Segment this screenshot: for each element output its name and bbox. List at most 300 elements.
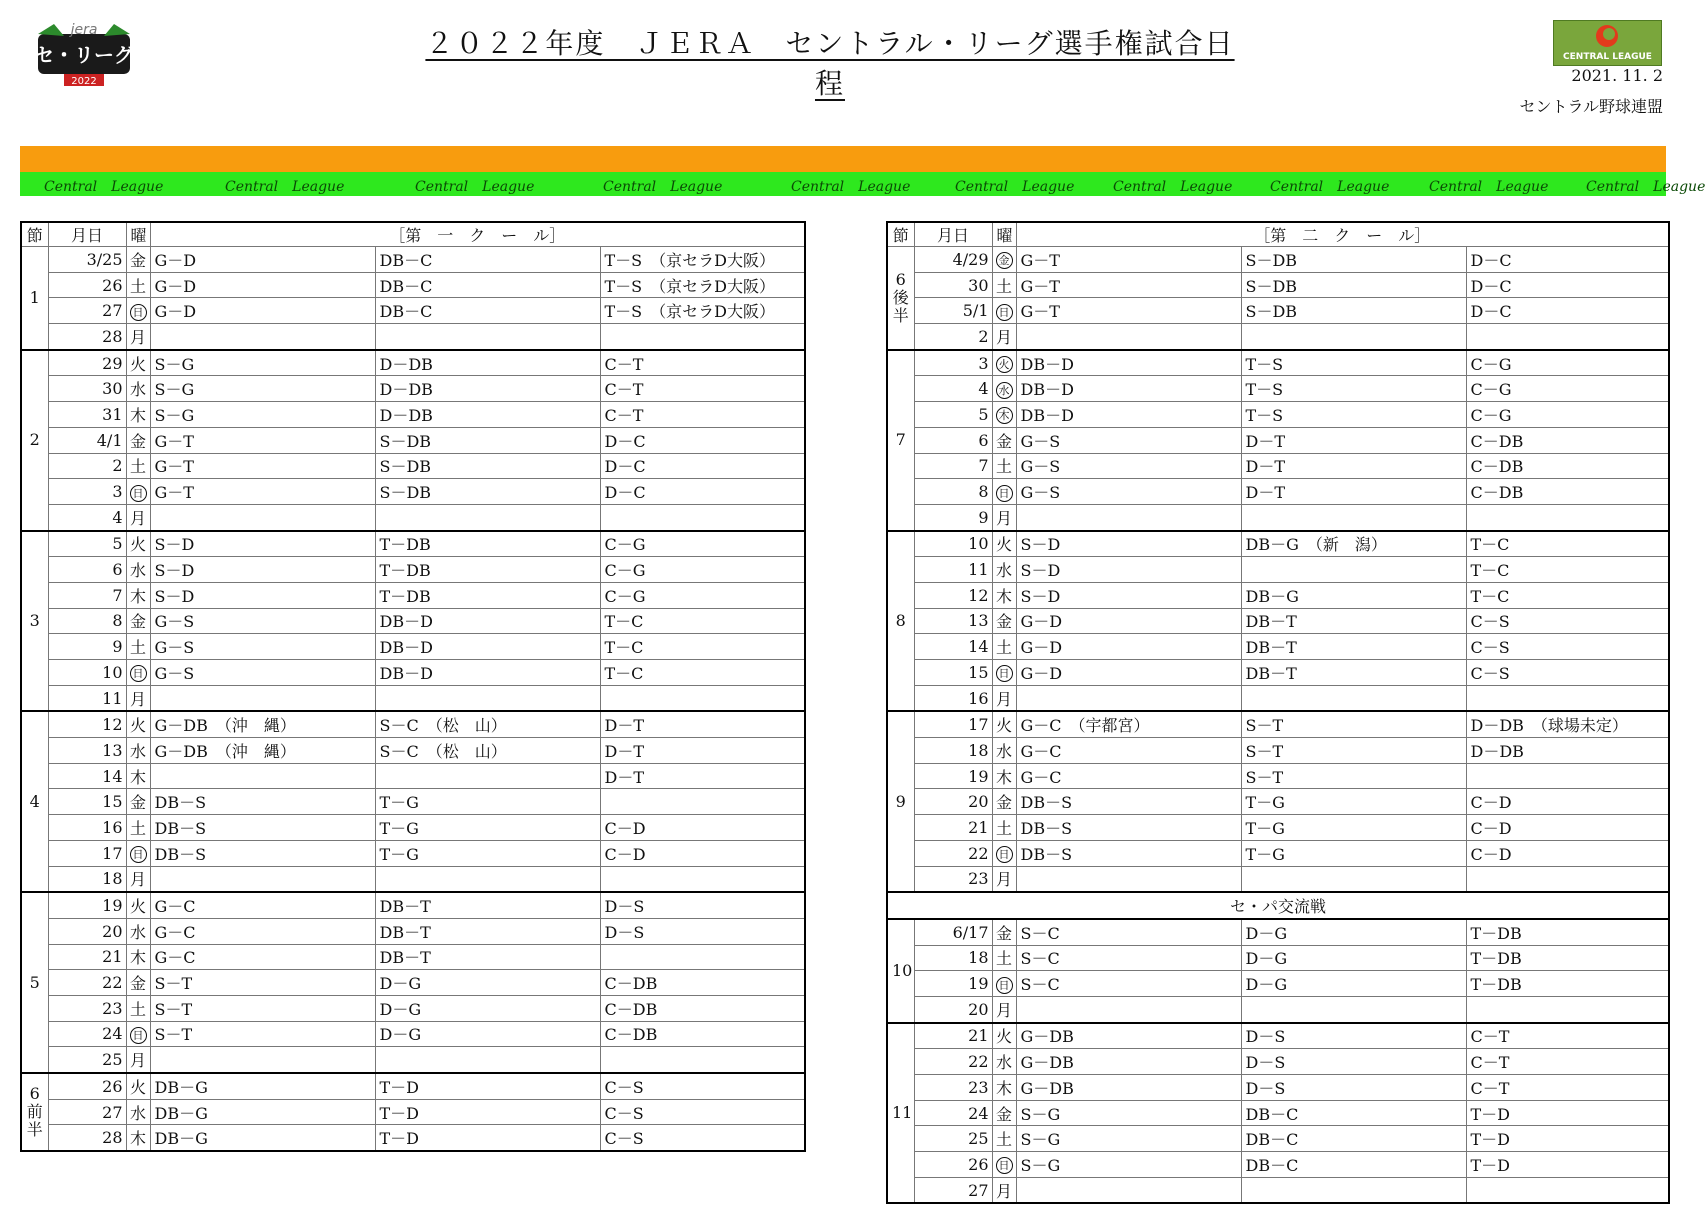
weekday-cell: 月 — [992, 504, 1016, 530]
section-number: 4 — [21, 711, 48, 892]
game-cell: C－G — [600, 582, 805, 608]
game-cell: G－C — [150, 944, 375, 970]
game-cell — [1466, 763, 1669, 789]
game-cell: C－DB — [600, 1021, 805, 1047]
table-row — [21, 557, 805, 583]
game-cell: DB－G — [150, 1125, 375, 1151]
game-cell: S－G — [150, 402, 375, 428]
game-cell: DB－C — [1241, 1126, 1466, 1152]
game-cell: T－D — [375, 1125, 600, 1151]
game-cell: S－DB — [375, 479, 600, 505]
table-row — [887, 685, 1669, 711]
game-cell: C－G — [600, 531, 805, 557]
section-number: 9 — [887, 711, 914, 892]
logo-text: CENTRAL LEAGUE — [1563, 52, 1652, 62]
date-cell: 4/1 — [48, 427, 126, 453]
weekday-cell: 金 — [992, 427, 1016, 453]
game-cell: C－D — [1466, 815, 1669, 841]
issue-date: 2021. 11. 2 — [1571, 66, 1663, 85]
svg-text:jera: jera — [70, 22, 98, 38]
game-cell: S－D — [150, 582, 375, 608]
game-cell: DB－S — [1016, 815, 1241, 841]
game-cell: G－T — [1016, 298, 1241, 324]
game-cell: T－DB — [1466, 971, 1669, 997]
table-row — [21, 531, 805, 557]
table-row — [21, 789, 805, 815]
league-mark-icon — [1596, 25, 1618, 47]
table-row — [21, 866, 805, 892]
holiday-weekday-mark: 日 — [130, 1027, 147, 1044]
weekday-cell: 水 — [992, 1049, 1016, 1075]
game-cell — [1241, 557, 1466, 583]
table-row — [887, 402, 1669, 428]
game-cell: D－DB — [375, 350, 600, 376]
game-cell: D－T — [600, 738, 805, 764]
game-cell — [1241, 866, 1466, 892]
date-cell: 21 — [914, 1023, 992, 1049]
holiday-weekday-mark: 日 — [130, 846, 147, 863]
table-row — [21, 970, 805, 996]
weekday-cell: 火 — [992, 531, 1016, 557]
game-cell: T－D — [375, 1073, 600, 1099]
game-cell: T－S （京セラD大阪） — [600, 247, 805, 273]
game-cell: T－G — [1241, 789, 1466, 815]
game-cell: T－S — [1241, 350, 1466, 376]
table-row — [887, 272, 1669, 298]
game-cell: C－S — [1466, 608, 1669, 634]
weekday-cell: 木 — [992, 1075, 1016, 1101]
table-row — [887, 350, 1669, 376]
game-cell: S－T — [150, 1021, 375, 1047]
interleague-banner: セ・パ交流戦 — [887, 892, 1669, 919]
date-cell: 25 — [914, 1126, 992, 1152]
section-number: 6 前 半 — [21, 1073, 48, 1151]
date-cell: 17 — [914, 711, 992, 737]
date-cell: 8 — [48, 608, 126, 634]
date-cell: 30 — [914, 272, 992, 298]
game-cell: G－C （宇都宮） — [1016, 711, 1241, 737]
date-cell: 7 — [48, 582, 126, 608]
game-cell: DB－S — [150, 815, 375, 841]
game-cell: C－G — [1466, 402, 1669, 428]
weekday-cell: 金 — [126, 789, 150, 815]
game-cell: G－C — [1016, 738, 1241, 764]
table-row — [887, 1126, 1669, 1152]
game-cell — [600, 324, 805, 350]
weekday-cell: 水 — [992, 557, 1016, 583]
band-text: Central League — [603, 179, 723, 195]
table-row — [887, 945, 1669, 971]
game-cell: G－T — [150, 427, 375, 453]
weekday-cell — [992, 298, 1016, 324]
table-row — [887, 247, 1669, 273]
weekday-cell — [992, 376, 1016, 402]
game-cell: C－D — [600, 840, 805, 866]
game-cell: C－S — [1466, 660, 1669, 686]
game-cell — [150, 1047, 375, 1073]
game-cell — [1466, 996, 1669, 1022]
game-cell: D－S — [1241, 1023, 1466, 1049]
weekday-cell: 木 — [992, 582, 1016, 608]
table-row — [887, 1152, 1669, 1178]
table-row — [21, 1021, 805, 1047]
game-cell: T－DB — [375, 582, 600, 608]
date-cell: 26 — [48, 272, 126, 298]
section-number: 6 後 半 — [887, 247, 914, 350]
date-cell: 6/17 — [914, 919, 992, 945]
date-cell: 9 — [48, 634, 126, 660]
section-number: 3 — [21, 531, 48, 712]
game-cell: DB－S — [150, 789, 375, 815]
date-cell: 23 — [914, 1075, 992, 1101]
table-row — [21, 840, 805, 866]
game-cell: S－C （松 山） — [375, 738, 600, 764]
game-cell: T－C — [600, 660, 805, 686]
game-cell — [150, 324, 375, 350]
game-cell: T－D — [1466, 1126, 1669, 1152]
table-row — [887, 866, 1669, 892]
holiday-weekday-mark: 日 — [996, 846, 1013, 863]
svg-text:2022: 2022 — [71, 76, 97, 87]
date-cell: 11 — [914, 557, 992, 583]
game-cell — [600, 944, 805, 970]
header-weekday: 曜 — [992, 222, 1016, 247]
band-text: Central League — [1586, 179, 1705, 195]
date-cell: 4/29 — [914, 247, 992, 273]
date-cell: 20 — [914, 789, 992, 815]
game-cell: T－G — [375, 789, 600, 815]
date-cell: 13 — [48, 738, 126, 764]
date-cell: 15 — [48, 789, 126, 815]
game-cell — [600, 1047, 805, 1073]
game-cell — [600, 789, 805, 815]
interleague-banner-row — [887, 892, 1669, 919]
game-cell: S－G — [150, 350, 375, 376]
game-cell: G－T — [1016, 272, 1241, 298]
game-cell: G－T — [1016, 247, 1241, 273]
table-row — [21, 763, 805, 789]
weekday-cell — [126, 479, 150, 505]
game-cell: G－D — [1016, 660, 1241, 686]
table-row — [21, 453, 805, 479]
table-row — [21, 376, 805, 402]
date-cell: 29 — [48, 350, 126, 376]
game-cell: G－DB — [1016, 1023, 1241, 1049]
game-cell: D－T — [1241, 453, 1466, 479]
weekday-cell: 水 — [126, 738, 150, 764]
date-cell: 18 — [48, 866, 126, 892]
table-row — [887, 1049, 1669, 1075]
holiday-weekday-mark: 日 — [130, 485, 147, 502]
band-text: Central League — [225, 179, 345, 195]
weekday-cell: 水 — [126, 1099, 150, 1125]
weekday-cell: 火 — [126, 711, 150, 737]
game-cell — [1016, 996, 1241, 1022]
game-cell: G－S — [1016, 427, 1241, 453]
game-cell: D－S — [600, 918, 805, 944]
date-cell: 27 — [48, 1099, 126, 1125]
date-cell: 22 — [914, 840, 992, 866]
game-cell: T－C — [1466, 531, 1669, 557]
game-cell: G－S — [1016, 453, 1241, 479]
table-row — [21, 1047, 805, 1073]
date-cell: 31 — [48, 402, 126, 428]
weekday-cell: 金 — [126, 970, 150, 996]
section-number: 10 — [887, 919, 914, 1023]
game-cell: DB－T — [1241, 634, 1466, 660]
weekday-cell: 金 — [992, 919, 1016, 945]
section-number: 5 — [21, 892, 48, 1073]
table-row — [887, 324, 1669, 350]
table-row — [21, 504, 805, 530]
game-cell — [1466, 504, 1669, 530]
table-row — [887, 660, 1669, 686]
game-cell: G－D — [150, 247, 375, 273]
game-cell — [600, 504, 805, 530]
game-cell: DB－S — [150, 840, 375, 866]
game-cell: D－DB — [375, 376, 600, 402]
game-cell: G－DB （沖 縄） — [150, 711, 375, 737]
date-cell: 20 — [914, 996, 992, 1022]
date-cell: 7 — [914, 453, 992, 479]
game-cell: C－DB — [600, 970, 805, 996]
game-cell: D－G — [1241, 919, 1466, 945]
header-section: 節 — [887, 222, 914, 247]
weekday-cell — [992, 840, 1016, 866]
weekday-cell: 土 — [126, 815, 150, 841]
date-cell: 15 — [914, 660, 992, 686]
game-cell: S－D — [150, 531, 375, 557]
table-row — [887, 298, 1669, 324]
date-cell: 14 — [914, 634, 992, 660]
header-section: 節 — [21, 222, 48, 247]
weekday-cell: 月 — [992, 685, 1016, 711]
game-cell: C－G — [1466, 376, 1669, 402]
game-cell: C－DB — [600, 995, 805, 1021]
game-cell: S－DB — [1241, 272, 1466, 298]
table-row — [887, 376, 1669, 402]
date-cell: 3/25 — [48, 247, 126, 273]
date-cell: 19 — [914, 971, 992, 997]
game-cell: DB－T — [375, 944, 600, 970]
game-cell: T－G — [375, 815, 600, 841]
table-row — [21, 944, 805, 970]
weekday-cell — [126, 840, 150, 866]
date-cell: 5 — [48, 531, 126, 557]
weekday-cell: 月 — [992, 996, 1016, 1022]
table-row — [21, 995, 805, 1021]
date-cell: 21 — [48, 944, 126, 970]
date-cell: 18 — [914, 738, 992, 764]
date-cell: 19 — [914, 763, 992, 789]
game-cell — [1466, 866, 1669, 892]
game-cell: S－T — [150, 970, 375, 996]
holiday-weekday-mark: 日 — [130, 665, 147, 682]
table-row — [887, 763, 1669, 789]
weekday-cell: 土 — [126, 272, 150, 298]
game-cell: DB－G — [150, 1073, 375, 1099]
game-cell: T－S （京セラD大阪） — [600, 298, 805, 324]
game-cell: S－C — [1016, 919, 1241, 945]
weekday-cell — [992, 247, 1016, 273]
game-cell: D－C — [1466, 247, 1669, 273]
weekday-cell: 火 — [126, 350, 150, 376]
game-cell — [375, 763, 600, 789]
game-cell: C－G — [1466, 350, 1669, 376]
game-cell: D－DB （球場未定） — [1466, 711, 1669, 737]
game-cell: DB－D — [1016, 402, 1241, 428]
game-cell: T－S — [1241, 376, 1466, 402]
schedule-table-second-cool — [886, 221, 1670, 1204]
weekday-cell — [992, 971, 1016, 997]
table-row — [21, 350, 805, 376]
page-title: ２０２２年度 ＪＥＲＡ セントラル・リーグ選手権試合日程 — [425, 27, 1235, 100]
game-cell: G－S — [150, 608, 375, 634]
weekday-cell: 火 — [126, 1073, 150, 1099]
table-row — [887, 711, 1669, 737]
date-cell: 28 — [48, 324, 126, 350]
weekday-cell: 水 — [126, 376, 150, 402]
weekday-cell — [126, 298, 150, 324]
weekday-cell: 月 — [992, 866, 1016, 892]
table-row — [21, 247, 805, 273]
weekday-cell: 金 — [992, 608, 1016, 634]
date-cell: 20 — [48, 918, 126, 944]
date-cell: 2 — [48, 453, 126, 479]
game-cell: G－C — [1016, 763, 1241, 789]
date-cell: 9 — [914, 504, 992, 530]
game-cell: G－S — [150, 634, 375, 660]
game-cell: S－C — [1016, 971, 1241, 997]
game-cell: C－DB — [1466, 479, 1669, 505]
date-cell: 24 — [914, 1100, 992, 1126]
date-cell: 3 — [48, 479, 126, 505]
game-cell: D－T — [600, 711, 805, 737]
game-cell: C－S — [1466, 634, 1669, 660]
weekday-cell: 金 — [126, 608, 150, 634]
game-cell: S－G — [1016, 1100, 1241, 1126]
table-row — [21, 660, 805, 686]
weekday-cell: 火 — [992, 1023, 1016, 1049]
game-cell: DB－S — [1016, 789, 1241, 815]
game-cell: S－D — [1016, 582, 1241, 608]
table-row — [887, 608, 1669, 634]
game-cell: C－D — [1466, 840, 1669, 866]
game-cell: G－DB — [1016, 1075, 1241, 1101]
table-row — [21, 685, 805, 711]
game-cell: T－C — [600, 634, 805, 660]
game-cell: T－DB — [1466, 945, 1669, 971]
game-cell: T－C — [1466, 582, 1669, 608]
game-cell: DB－D — [375, 634, 600, 660]
date-cell: 10 — [48, 660, 126, 686]
date-cell: 6 — [914, 427, 992, 453]
game-cell: D－G — [1241, 945, 1466, 971]
central-league-logo — [1553, 20, 1662, 66]
table-row — [21, 711, 805, 737]
table-row — [887, 557, 1669, 583]
date-cell: 25 — [48, 1047, 126, 1073]
date-cell: 5/1 — [914, 298, 992, 324]
game-cell: G－D — [1016, 634, 1241, 660]
weekday-cell — [126, 1021, 150, 1047]
section-number: 11 — [887, 1023, 914, 1204]
game-cell: D－T — [1241, 479, 1466, 505]
header-cool-title: ［第 二 ク ー ル］ — [1016, 222, 1669, 247]
game-cell: T－G — [1241, 840, 1466, 866]
game-cell: S－C — [1016, 945, 1241, 971]
game-cell: D－S — [1241, 1075, 1466, 1101]
table-row — [887, 453, 1669, 479]
date-cell: 27 — [914, 1177, 992, 1203]
section-number: 1 — [21, 247, 48, 350]
holiday-weekday-mark: 火 — [996, 356, 1013, 373]
game-cell: D－S — [600, 892, 805, 918]
date-cell: 12 — [48, 711, 126, 737]
game-cell: DB－D — [1016, 376, 1241, 402]
weekday-cell: 土 — [992, 815, 1016, 841]
game-cell: D－G — [375, 970, 600, 996]
table-row — [21, 1073, 805, 1099]
green-band — [20, 172, 1705, 196]
game-cell: DB－G （新 潟） — [1241, 531, 1466, 557]
weekday-cell: 月 — [126, 324, 150, 350]
weekday-cell: 金 — [992, 789, 1016, 815]
game-cell: DB－T — [1241, 608, 1466, 634]
game-cell: D－C — [1466, 298, 1669, 324]
game-cell — [375, 685, 600, 711]
svg-text:セ・リーグ: セ・リーグ — [34, 43, 134, 67]
date-cell: 13 — [914, 608, 992, 634]
holiday-weekday-mark: 木 — [996, 407, 1013, 424]
weekday-cell: 木 — [126, 763, 150, 789]
game-cell: T－C — [1466, 557, 1669, 583]
game-cell: DB－C — [1241, 1100, 1466, 1126]
game-cell: C－DB — [1466, 427, 1669, 453]
band-text: Central League — [1429, 179, 1549, 195]
band-text: Central League — [955, 179, 1075, 195]
holiday-weekday-mark: 日 — [996, 485, 1013, 502]
weekday-cell: 木 — [126, 582, 150, 608]
table-row — [21, 918, 805, 944]
game-cell: DB－D — [1016, 350, 1241, 376]
date-cell: 16 — [914, 685, 992, 711]
date-cell: 12 — [914, 582, 992, 608]
table-row — [21, 1125, 805, 1151]
band-text: Central League — [44, 179, 164, 195]
date-cell: 4 — [48, 504, 126, 530]
holiday-weekday-mark: 日 — [996, 977, 1013, 994]
game-cell: G－S — [150, 660, 375, 686]
weekday-cell: 木 — [126, 1125, 150, 1151]
weekday-cell: 土 — [126, 995, 150, 1021]
weekday-cell: 土 — [992, 945, 1016, 971]
game-cell: D－C — [600, 479, 805, 505]
table-row — [21, 298, 805, 324]
table-row — [21, 608, 805, 634]
table-row — [887, 531, 1669, 557]
table-row — [21, 582, 805, 608]
game-cell — [1241, 685, 1466, 711]
header-cool-title: ［第 一 ク ー ル］ — [150, 222, 805, 247]
date-cell: 23 — [914, 866, 992, 892]
weekday-cell: 水 — [126, 918, 150, 944]
orange-band — [20, 146, 1666, 172]
weekday-cell: 木 — [126, 944, 150, 970]
weekday-cell: 火 — [126, 892, 150, 918]
weekday-cell: 木 — [126, 402, 150, 428]
game-cell: S－T — [1241, 711, 1466, 737]
